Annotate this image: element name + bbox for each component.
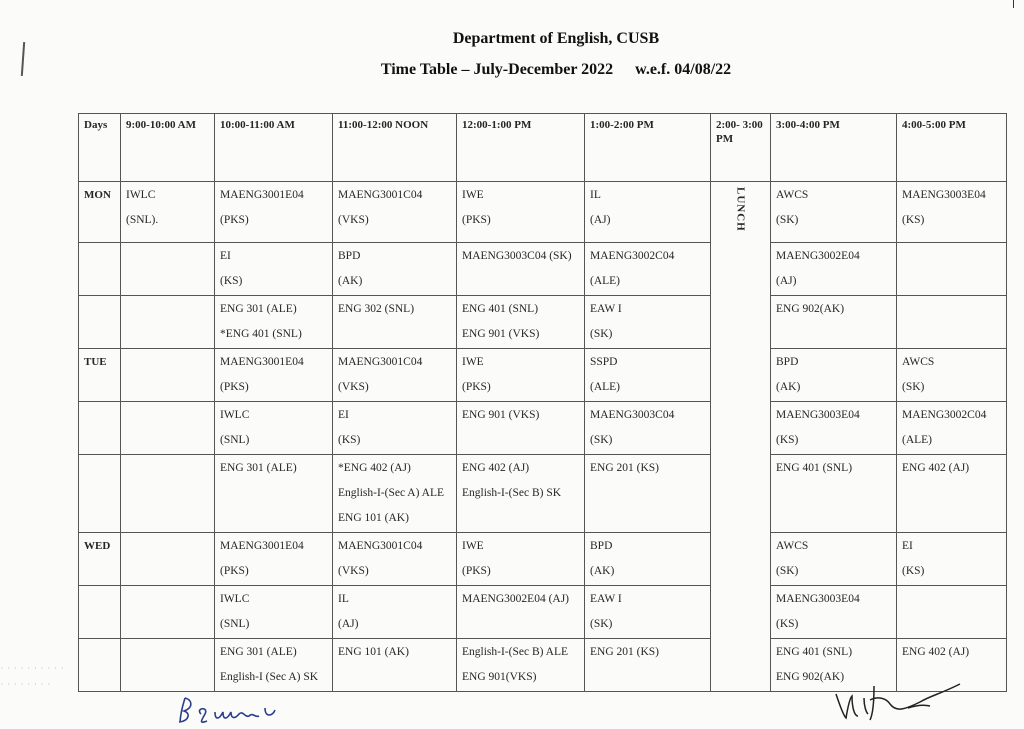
course-entry: MAENG3002E04 (AJ) (462, 593, 570, 606)
column-header: 10:00-11:00 AM (215, 114, 333, 182)
course-entry: MAENG3003E04 (902, 189, 986, 201)
course-entry: ENG 402 (AJ) (902, 646, 970, 659)
slot-cell (457, 455, 585, 533)
course-entry: MAENG3001E04 (220, 540, 304, 553)
table-row (79, 182, 1007, 243)
course-entry: EAW I (590, 303, 622, 316)
lunch-cell (711, 243, 771, 296)
course-entry: (SNL). (126, 214, 159, 226)
course-entry: *ENG 401 (SNL) (220, 328, 302, 341)
column-header: 3:00-4:00 PM (771, 114, 897, 182)
course-entry: (SNL) (220, 618, 250, 631)
lunch-cell (711, 296, 771, 349)
lunch-cell (711, 402, 771, 455)
course-entry: MAENG3001C04 (338, 540, 423, 553)
course-entry: (PKS) (220, 214, 249, 226)
course-entry: (SK) (776, 565, 799, 578)
margin-mark (21, 42, 25, 76)
course-entry: ENG 901(VKS) (462, 671, 537, 684)
slot-cell (457, 586, 585, 639)
day-cell (79, 243, 121, 296)
slot-cell (333, 243, 457, 296)
signature-right (830, 676, 970, 724)
course-entry: (KS) (338, 434, 361, 447)
table-row (79, 243, 1007, 296)
column-header: 9:00-10:00 AM (121, 114, 215, 182)
slot-cell (215, 455, 333, 533)
slot-cell (121, 243, 215, 296)
course-entry: ENG 301 (ALE) (220, 303, 297, 316)
slot-cell (771, 243, 897, 296)
day-cell: TUE (79, 349, 121, 402)
course-entry: (AJ) (338, 618, 359, 631)
slot-cell (457, 296, 585, 349)
course-entry: EI (902, 540, 913, 553)
slot-cell (121, 349, 215, 402)
lunch-cell (711, 349, 771, 402)
course-entry: MAENG3001C04 (338, 356, 423, 369)
slot-cell (215, 586, 333, 639)
course-entry: BPD (776, 356, 799, 369)
course-entry: English-I-(Sec B) ALE (462, 646, 569, 659)
slot-cell (585, 455, 711, 533)
course-entry: MAENG3001C04 (338, 189, 423, 201)
course-entry: ENG 302 (SNL) (338, 303, 415, 316)
course-entry: (AK) (338, 275, 363, 288)
course-entry: (PKS) (462, 565, 491, 578)
course-entry: (SK) (902, 381, 925, 394)
course-entry: (PKS) (220, 565, 249, 578)
header-row (79, 114, 1007, 182)
slot-cell (771, 586, 897, 639)
course-entry: ENG 401 (SNL) (776, 462, 853, 475)
slot-cell (333, 402, 457, 455)
corner-mark (1013, 0, 1014, 8)
course-entry: SSPD (590, 356, 618, 369)
slot-cell (333, 182, 457, 243)
signature-left (175, 694, 305, 729)
slot-cell (457, 182, 585, 243)
course-entry: (ALE) (590, 381, 621, 394)
slot-cell (121, 182, 215, 243)
course-entry: (ALE) (902, 434, 933, 447)
table-row (79, 455, 1007, 533)
slot-cell (897, 402, 1007, 455)
slot-cell (585, 296, 711, 349)
course-entry: (KS) (776, 618, 799, 631)
course-entry: (SK) (590, 618, 613, 631)
course-entry: MAENG3003C04 (590, 409, 675, 422)
course-entry: (ALE) (590, 275, 621, 288)
lunch-cell (711, 533, 771, 586)
course-entry: MAENG3003E04 (776, 593, 860, 606)
slot-cell (771, 402, 897, 455)
course-entry: IL (338, 593, 349, 606)
course-entry: ENG 201 (KS) (590, 462, 659, 475)
course-entry: ENG 402 (AJ) (462, 462, 530, 475)
slot-cell (215, 533, 333, 586)
course-entry: (KS) (902, 565, 925, 578)
column-header: 2:00- 3:00 PM (711, 114, 771, 182)
slot-cell (121, 296, 215, 349)
column-header: 1:00-2:00 PM (585, 114, 711, 182)
lunch-cell (711, 639, 771, 692)
course-entry: ENG 902(AK) (776, 303, 845, 316)
course-entry: ENG 101 (AK) (338, 512, 409, 525)
course-entry: (VKS) (338, 565, 369, 578)
slot-cell (771, 182, 897, 243)
slot-cell (771, 296, 897, 349)
course-entry: MAENG3002C04 (902, 409, 987, 422)
course-entry: IWLC (126, 189, 156, 201)
course-entry: ENG 201 (KS) (590, 646, 659, 659)
slot-cell (333, 455, 457, 533)
course-entry: IWE (462, 356, 484, 369)
slot-cell (121, 402, 215, 455)
slot-cell (897, 182, 1007, 243)
course-entry: *ENG 402 (AJ) (338, 462, 411, 475)
day-cell (79, 402, 121, 455)
course-entry: (AK) (590, 565, 615, 578)
table-row (79, 402, 1007, 455)
slot-cell (215, 639, 333, 692)
column-header: 12:00-1:00 PM (457, 114, 585, 182)
lunch-cell (711, 182, 771, 243)
course-entry: (KS) (902, 214, 925, 226)
course-entry: AWCS (902, 356, 935, 369)
column-header: 11:00-12:00 NOON (333, 114, 457, 182)
slot-cell (897, 455, 1007, 533)
course-entry: EI (220, 250, 231, 263)
slot-cell (215, 182, 333, 243)
course-entry: (AK) (776, 381, 801, 394)
course-entry: ENG 902(AK) (776, 671, 845, 684)
course-entry: MAENG3003E04 (776, 409, 860, 422)
slot-cell (897, 349, 1007, 402)
course-entry: ENG 901 (VKS) (462, 409, 540, 422)
slot-cell (897, 533, 1007, 586)
slot-cell (121, 455, 215, 533)
day-cell: MON (79, 182, 121, 243)
course-entry: IWLC (220, 593, 250, 606)
course-entry: ENG 401 (SNL) (776, 646, 853, 659)
course-entry: (PKS) (462, 214, 491, 226)
course-entry: BPD (590, 540, 613, 553)
course-entry: IWLC (220, 409, 250, 422)
course-entry: (SK) (590, 434, 613, 447)
course-entry: (SK) (590, 328, 613, 341)
course-entry: (PKS) (220, 381, 249, 394)
course-entry: ENG 301 (ALE) (220, 646, 297, 659)
slot-cell (771, 533, 897, 586)
slot-cell (121, 533, 215, 586)
course-entry: EAW I (590, 593, 622, 606)
page-title: Department of English, CUSB (452, 30, 660, 47)
course-entry: IWE (462, 189, 484, 201)
course-entry: ENG 901 (VKS) (462, 328, 540, 341)
course-entry: (AJ) (590, 214, 611, 226)
slot-cell (333, 296, 457, 349)
course-entry: (SNL) (220, 434, 250, 447)
slot-cell (585, 586, 711, 639)
course-entry: BPD (338, 250, 361, 263)
slot-cell (585, 639, 711, 692)
lunch-cell (711, 455, 771, 533)
effective-date: w.e.f. 04/08/22 (635, 61, 732, 78)
course-entry: MAENG3003C04 (SK) (462, 250, 572, 263)
slot-cell (215, 349, 333, 402)
slot-cell (333, 639, 457, 692)
slot-cell (457, 349, 585, 402)
slot-cell (333, 586, 457, 639)
slot-cell (897, 296, 1007, 349)
lunch-cell (711, 586, 771, 639)
course-entry: AWCS (776, 540, 809, 553)
course-entry: IL (590, 189, 601, 201)
column-header: 4:00-5:00 PM (897, 114, 1007, 182)
course-entry: English-I-(Sec B) SK (462, 487, 562, 500)
course-entry: IWE (462, 540, 484, 553)
course-entry: (PKS) (462, 381, 491, 394)
slot-cell (457, 639, 585, 692)
slot-cell (457, 533, 585, 586)
course-entry: (SK) (776, 214, 799, 226)
day-cell (79, 586, 121, 639)
course-entry: (VKS) (338, 381, 369, 394)
day-cell (79, 455, 121, 533)
day-cell (79, 296, 121, 349)
slot-cell (215, 243, 333, 296)
column-header: Days (79, 114, 121, 182)
table-row (79, 349, 1007, 402)
slot-cell (771, 349, 897, 402)
slot-cell (333, 349, 457, 402)
lunch-label: LUNCH (734, 187, 747, 232)
course-entry: MAENG3002E04 (776, 250, 860, 263)
slot-cell (771, 455, 897, 533)
timetable (78, 113, 1007, 692)
course-entry: ENG 401 (SNL) (462, 303, 539, 316)
slot-cell (897, 586, 1007, 639)
slot-cell (333, 533, 457, 586)
timetable-label: Time Table – July-December 2022 (380, 61, 614, 78)
slot-cell (585, 402, 711, 455)
table-row (79, 296, 1007, 349)
slot-cell (457, 402, 585, 455)
slot-cell (215, 296, 333, 349)
course-entry: ENG 101 (AK) (338, 646, 409, 659)
course-entry: MAENG3001E04 (220, 189, 304, 201)
faded-stamp: · · · · · · · · · · · · · · · · · · (0, 662, 65, 690)
slot-cell (585, 533, 711, 586)
day-cell: WED (79, 533, 121, 586)
slot-cell (457, 243, 585, 296)
slot-cell (215, 402, 333, 455)
course-entry: MAENG3002C04 (590, 250, 675, 263)
course-entry: (AJ) (776, 275, 797, 288)
course-entry: EI (338, 409, 349, 422)
slot-cell (121, 586, 215, 639)
course-entry: (KS) (220, 275, 243, 288)
table-row (79, 586, 1007, 639)
course-entry: English-I-(Sec A) ALE (338, 487, 445, 500)
course-entry: ENG 402 (AJ) (902, 462, 970, 475)
course-entry: MAENG3001E04 (220, 356, 304, 369)
course-entry: AWCS (776, 189, 809, 201)
course-entry: English-I (Sec A) SK (220, 671, 319, 684)
course-entry: ENG 301 (ALE) (220, 462, 297, 475)
course-entry: (VKS) (338, 214, 369, 226)
slot-cell (585, 182, 711, 243)
slot-cell (585, 243, 711, 296)
slot-cell (897, 243, 1007, 296)
course-entry: (KS) (776, 434, 799, 447)
table-row (79, 533, 1007, 586)
slot-cell (585, 349, 711, 402)
page-subtitle (44, 61, 1024, 79)
